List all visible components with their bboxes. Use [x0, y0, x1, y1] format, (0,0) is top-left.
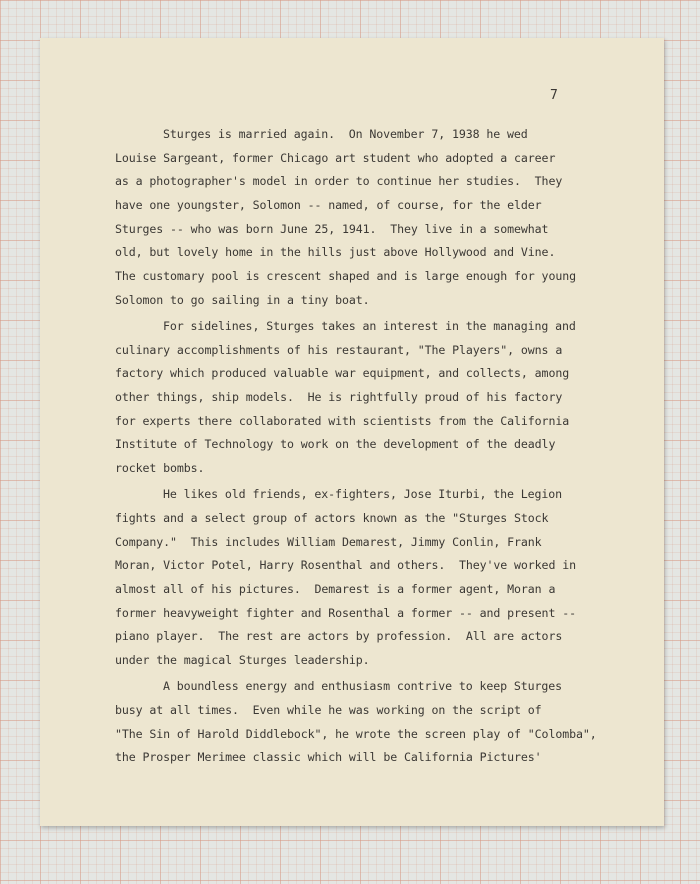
text-line: rocket bombs. — [115, 461, 205, 476]
text-line: for experts there collaborated with scientists from the California — [115, 413, 570, 428]
text-line: culinary accomplishments of his restaurant, "The Players", owns a — [115, 342, 563, 357]
paragraph-1 — [115, 123, 655, 313]
text-line: Solomon to go sailing in a tiny boat. — [115, 292, 370, 307]
body-text — [115, 123, 655, 770]
page-number: 7 — [550, 88, 558, 103]
text-line: He likes old friends, ex-fighters, Jose Iturbi, the Legion — [163, 487, 563, 502]
text-line: Institute of Technology to work on the development of the deadly — [115, 437, 556, 452]
text-line: factory which produced valuable war equipment, and collects, among — [115, 366, 570, 381]
text-line: former heavyweight fighter and Rosenthal a former -- and present -- — [115, 605, 576, 620]
text-line: "The Sin of Harold Diddlebock", he wrote the screen play of "Colomba", — [115, 726, 597, 741]
paragraph-4 — [115, 675, 655, 770]
text-line: as a photographer's model in order to continue her studies. They — [115, 174, 563, 189]
text-line: Moran, Victor Potel, Harry Rosenthal and others. They've worked in — [115, 558, 576, 573]
text-line: Company." This includes William Demarest, Jimmy Conlin, Frank — [115, 534, 542, 549]
text-line: the Prosper Merimee classic which will be California Pictures' — [115, 750, 542, 765]
text-line: The customary pool is crescent shaped and is large enough for young — [115, 269, 576, 284]
text-line: fights and a select group of actors known as the "Sturges Stock — [115, 511, 549, 525]
text-line: Sturges -- who was born June 25, 1941. They live in a somewhat — [115, 221, 549, 236]
text-line: piano player. The rest are actors by profession. All are actors — [115, 629, 563, 644]
paragraph-3 — [115, 483, 655, 673]
text-line: For sidelines, Sturges takes an interest in the managing and — [163, 319, 576, 333]
text-line: old, but lovely home in the hills just above Hollywood and Vine. — [115, 245, 556, 260]
text-line: have one youngster, Solomon -- named, of course, for the elder — [115, 198, 542, 213]
text-line: busy at all times. Even while he was working on the script of — [115, 703, 542, 717]
text-line: Louise Sargeant, former Chicago art student who adopted a career — [115, 150, 556, 165]
text-line: almost all of his pictures. Demarest is a former agent, Moran a — [115, 582, 556, 597]
typed-page — [40, 38, 664, 826]
text-line: under the magical Sturges leadership. — [115, 653, 370, 668]
text-line: other things, ship models. He is rightfully proud of his factory — [115, 390, 563, 405]
text-line: A boundless energy and enthusiasm contrive to keep Sturges — [163, 679, 563, 694]
paragraph-2 — [115, 315, 655, 481]
text-line: Sturges is married again. On November 7, 1938 he wed — [163, 127, 528, 141]
